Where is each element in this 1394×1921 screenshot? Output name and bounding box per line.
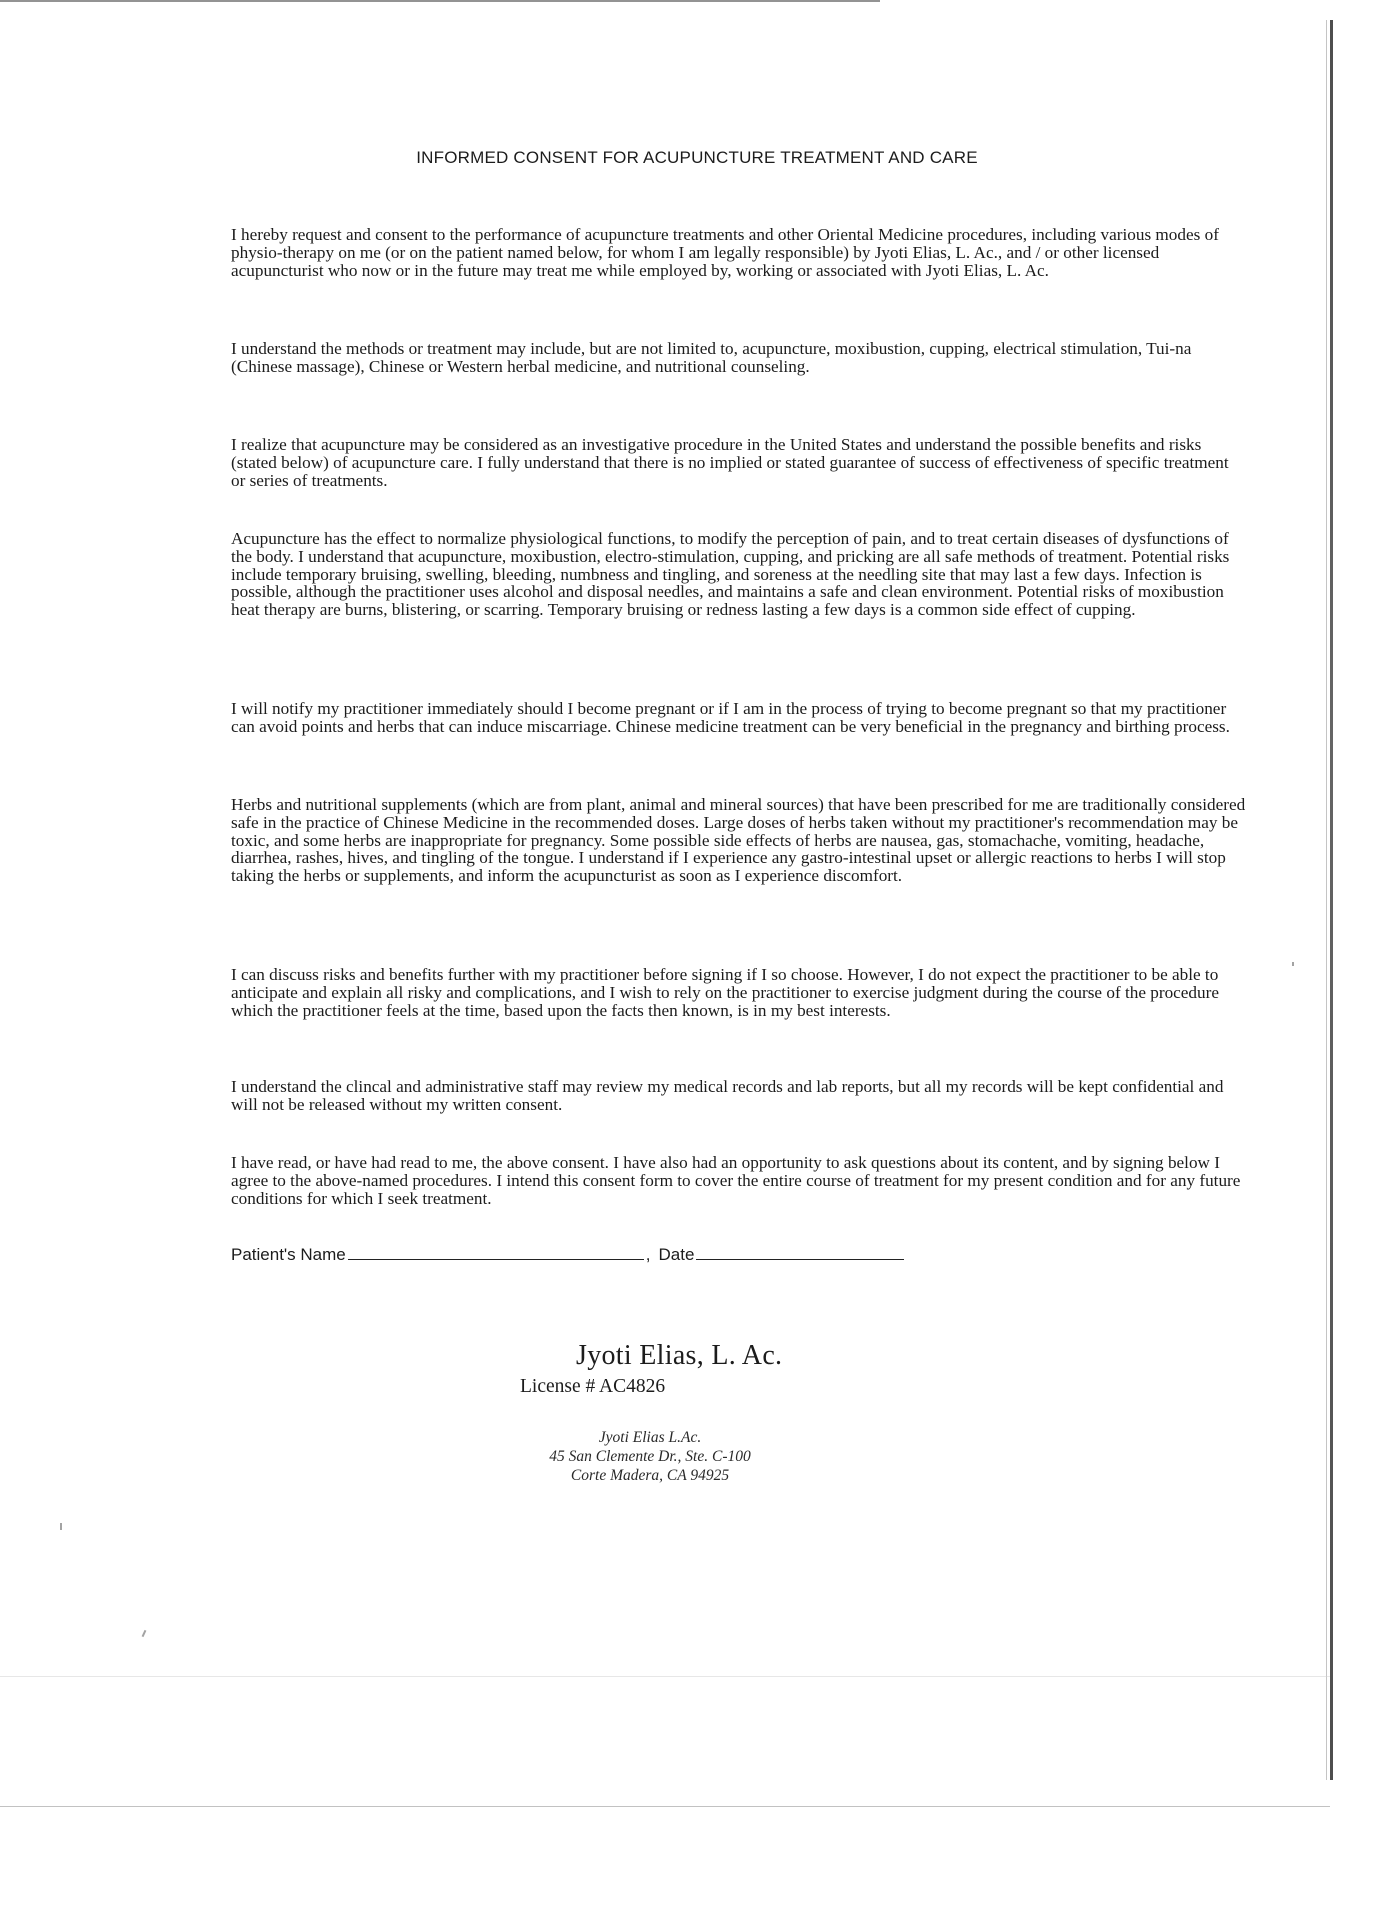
date-label: Date <box>658 1245 695 1264</box>
address-stamp <box>500 1428 800 1485</box>
paragraph-acknowledgement: I have read, or have had read to me, the above consent. I have also had an opportunity to ask questions about its content, and by signing below I agree to the above-named procedures. I intend this consent form to cover the entire course of treatment for my present condition and for any future conditions for which I seek treatment. <box>231 1153 1241 1208</box>
date-line[interactable] <box>696 1243 904 1260</box>
document-title: INFORMED CONSENT FOR ACUPUNCTURE TREATMENT AND CARE <box>416 148 978 167</box>
patient-name-line[interactable] <box>348 1243 644 1260</box>
practitioner-name: Jyoti Elias, L. Ac. <box>576 1340 783 1371</box>
signature-row <box>231 1243 904 1265</box>
paragraph-herbs: Herbs and nutritional supplements (which are from plant, animal and mineral sources) that have been prescribed for me are traditionally considered safe in the practice of Chinese Medicine in the recommended doses. Large doses of herbs taken without my practitioner's recommendation may be toxic, and some herbs are inappropriate for pregnancy. Some possible side effects of herbs are nausea, gas, stomachache, vomiting, headache, diarrhea, rashes, hives, and tingling of the tongue. I understand if I experience any gastro-intestinal upset or allergic reactions to herbs I will stop taking the herbs or supplements, and inform the acupuncturist as soon as I experience discomfort. <box>231 795 1246 886</box>
scan-speck <box>142 1630 147 1637</box>
scan-edge-bottom <box>0 1806 1330 1807</box>
license-number: License # AC4826 <box>520 1376 666 1397</box>
scan-edge-right <box>1330 20 1333 1780</box>
stamp-city: Corte Madera, CA 94925 <box>570 1467 730 1484</box>
paragraph-consent-request: I hereby request and consent to the performance of acupuncture treatments and other Oriental Medicine procedures, including various modes of physio-therapy on me (or on the patient named below, for whom I am legally responsible) by Jyoti Elias, L. Ac., and / or other licensed acupuncturist who now or in the future may treat me while employed by, working or associated with Jyoti Elias, L. Ac. <box>231 225 1219 280</box>
stamp-name: Jyoti Elias L.Ac. <box>598 1429 702 1446</box>
paragraph-discussion: I can discuss risks and benefits further with my practitioner before signing if I so choose. However, I do not expect the practitioner to be able to anticipate and explain all risky and complications, and I wish to rely on the practitioner to exercise judgment during the course of the procedure which the practitioner feels at the time, based upon the facts then known, is in my best interests. <box>231 965 1219 1020</box>
scan-speck <box>1292 962 1294 966</box>
signature-separator: , <box>645 1245 651 1264</box>
paragraph-investigative-procedure: I realize that acupuncture may be considered as an investigative procedure in the United States and understand the possible benefits and risks (stated below) of acupuncture care. I fully understand that there is no implied or stated guarantee of success of effectiveness of specific treatment or series of treatments. <box>231 435 1229 490</box>
paragraph-treatment-methods: I understand the methods or treatment may include, but are not limited to, acupuncture, moxibustion, cupping, electrical stimulation, Tui-na (Chinese massage), Chinese or Western herbal medicine, and nutritional counseling. <box>231 339 1192 376</box>
stamp-street: 45 San Clemente Dr., Ste. C-100 <box>549 1448 751 1465</box>
paragraph-risks: Acupuncture has the effect to normalize physiological functions, to modify the perception of pain, and to treat certain diseases of dysfunctions of the body. I understand that acupuncture, moxibustion, electro-stimulation, cupping, and pricking are all safe methods of treatment. Potential risks include temporary bruising, swelling, bleeding, numbness and tingling, and soreness at the needling site that may last a few days. Infection is possible, although the practitioner uses alcohol and disposal needles, and maintains a safe and clean environment. Potential risks of moxibustion heat therapy are burns, blistering, or scarring. Temporary bruising or redness lasting a few days is a common side effect of cupping. <box>231 529 1230 620</box>
paragraph-pregnancy: I will notify my practitioner immediately should I become pregnant or if I am in the process of trying to become pregnant so that my practitioner can avoid points and herbs that can induce miscarriage. Chinese medicine treatment can be very beneficial in the pregnancy and birthing process. <box>231 699 1230 736</box>
scan-fold-line <box>0 1676 1330 1677</box>
patient-name-label: Patient's Name <box>231 1245 346 1264</box>
scan-speck <box>60 1523 62 1530</box>
scan-edge-right-shadow <box>1326 20 1327 1780</box>
paragraph-records: I understand the clincal and administrative staff may review my medical records and lab reports, but all my records will be kept confidential and will not be released without my written consent. <box>231 1077 1224 1114</box>
scan-edge-top <box>0 0 880 2</box>
